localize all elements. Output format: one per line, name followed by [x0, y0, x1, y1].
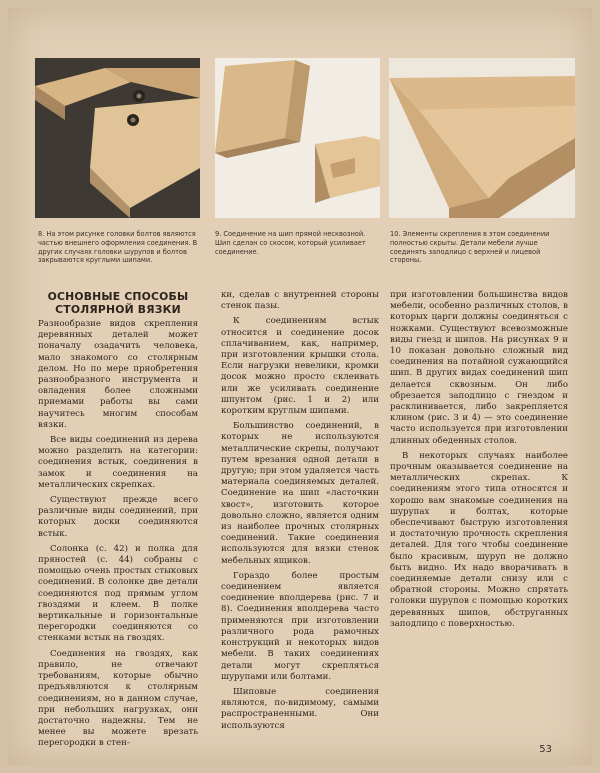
paragraph: Разнообразие видов скрепления деревянных деталей может поначалу озадачить человека, мало знакомого со столярным делом. Но по мере приобретения разнообразного инструмента и овладения более сложными приемами работы вы сами научитесь многим способам вязки.: [38, 319, 198, 430]
figure-9-caption: 9. Соединение на шип прямой несквозной. Шип сделан со скосом, который усиливает соединение.: [215, 230, 366, 256]
book-page: [8, 8, 592, 765]
paragraph: Все виды соединений из дерева можно разделить на категории: соединения встык, соединения в замок и соединения на металлических скрепках.: [38, 435, 198, 490]
paragraph: Гораздо более простым соединением является соединение вполдерева (рис. 7 и 8). Соединения вполдерева часто применяются при изготовлении различного рода рамочных конструкций и некоторых видов мебели. В таких соединениях детали могут скрепляться шурупами или болтами.: [221, 570, 379, 682]
paragraph: В некоторых случаях наиболее прочным оказывается соединение на металлических скрепах. К соединениям этого типа относятся и хорошо вам знакомые соединения на шурупах и болтах, которые обеспечивают быструю изготовления и достаточную прочность скрепления деталей. Для того чтобы соединение было красивым, шуруп не должно быть видно. Их надо вворачивать в соединяемые детали снизу или с обратной стороны. Можно спрятать головки шурупов с помощью коротких деревянных шипов, обструганных заподлицо с поверхностью.: [390, 450, 568, 629]
article-column-2: [221, 290, 379, 736]
article-column-3: [390, 290, 568, 634]
wood-joint-dowel-icon: [35, 58, 200, 218]
paragraph: Большинство соединений, в которых не используются металлические скрепы, получают путем врезания одной детали в другую; при этом удаляется часть материала соединяемых деталей. Соединение на шип «ласточкин хвост», изготовить которое довольно сложно, является одним из наиболее прочных столярных соединений. Такие соединения используются для вязки стенок мебельных ящиков.: [221, 421, 379, 566]
paragraph: Солонка (с. 42) и полка для пряностей (с. 44) собраны с помощью очень простых стыковых соединений. В солонке две детали соединяются под прямым углом гвоздями и клеем. В полке вертикальные и горизонтальные перегородки соединяются со стенками встык на гвоздях.: [38, 543, 198, 644]
figure-9-photo: [215, 58, 380, 218]
section-title: ОСНОВНЫЕ СПОСОБЫ СТОЛЯРНОЙ ВЯЗКИ: [47, 290, 189, 316]
paragraph: ки, сделав с внутренней стороны стенок пазы.: [221, 290, 379, 312]
article-column-1: [38, 290, 198, 754]
paragraph: Соединения на гвоздях, как правило, не отвечают требованиям, которые обычно предъявляются к столярным соединениям, но в данном случае, при небольших нагрузках, они достаточно надежны. Тем не менее вы можете врезать перегородки в стен-: [38, 648, 198, 749]
paragraph: Шиповые соединения являются, по-видимому, самыми распространенными. Они используются: [221, 686, 379, 731]
paragraph: при изготовлении большинства видов мебели, особенно различных столов, в которых царги должны соединяться с ножками. Существуют всевозможные виды гнезд и шипов. На рисунках 9 и 10 показан довольно сложный вид соединения на потайной сужающийся шип. В других видах соединений шип делается сквозным. Он либо обрезается заподлицо с гнездом и расклинивается, либо закрепляется клином (рис. 3 и 4) — это соединение часто используется при изготовлении длинных обеденных столов.: [390, 290, 568, 446]
figure-8-photo: [35, 58, 200, 218]
wood-joint-corner-icon: [389, 58, 575, 218]
page-number: 53: [539, 744, 552, 755]
wood-joint-scarf-icon: [215, 58, 380, 218]
paragraph: Существуют прежде всего различные виды соединений, при которых доски соединяются встык.: [38, 495, 198, 539]
paragraph: К соединениям встык относится и соединение досок сплачиванием, как, например, при изготовлении крышки стола. Если нагрузки невелики, кромки досок можно просто склеивать или же усиливать соединение шпунтом (рис. 1 и 2) или коротким круглым шипами.: [221, 316, 379, 417]
figure-10-photo: [389, 58, 575, 218]
figure-10-caption: 10. Элементы скрепления в этом соединении полностью скрыты. Детали мебели лучше соединять заподлицо с верхней и лицевой стороны.: [390, 230, 550, 265]
figure-8-caption: 8. На этом рисунке головки болтов являются частью внешнего оформления соединения. В других случаях головки шурупов и болтов закрываются круглыми шипами.: [38, 230, 198, 265]
